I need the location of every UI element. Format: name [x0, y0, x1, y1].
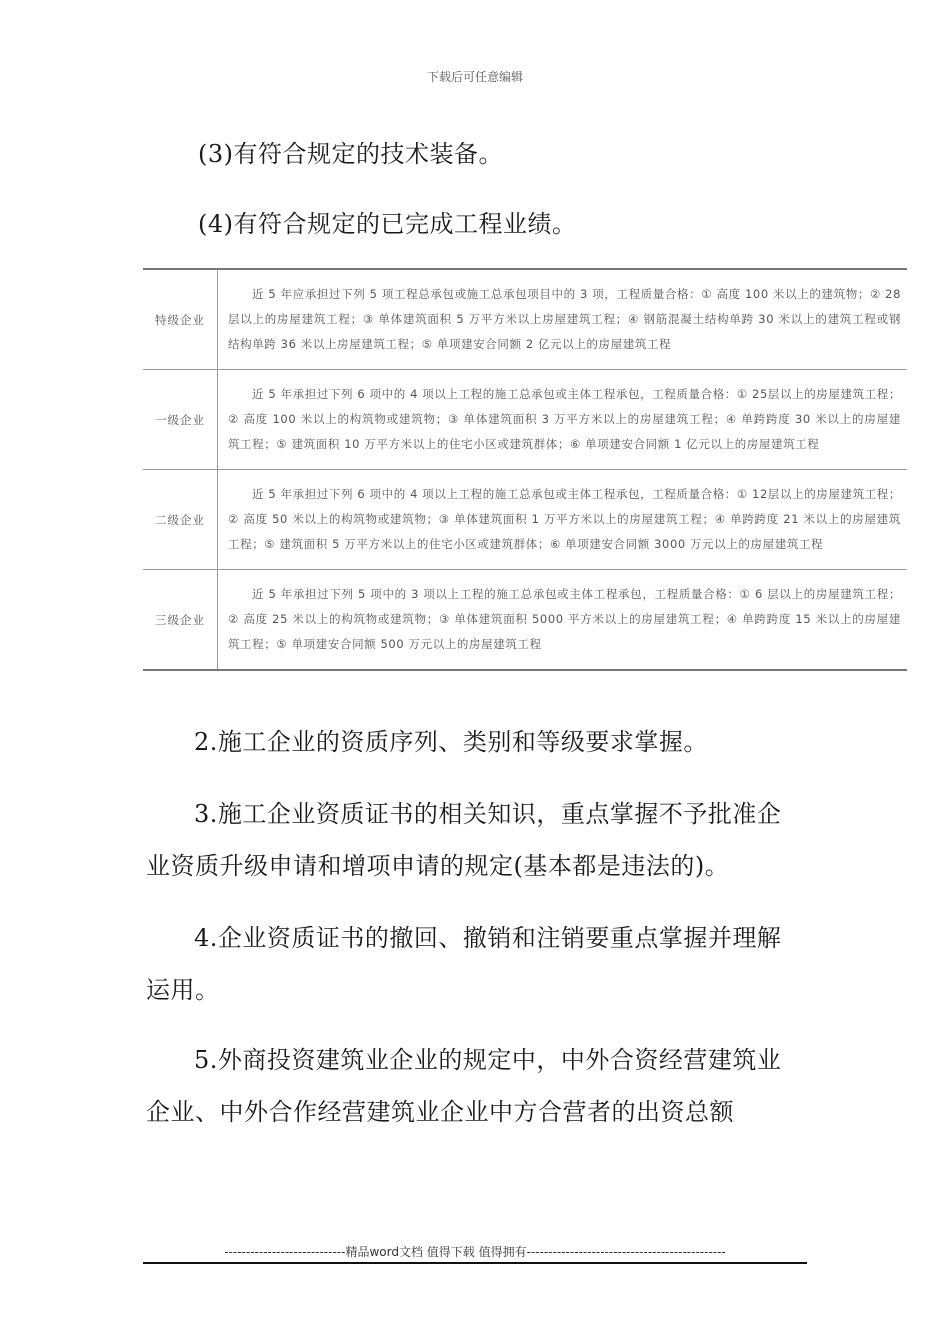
level-cell: 三级企业 [143, 570, 218, 671]
paragraph-item-5: 5.外商投资建筑业企业的规定中，中外合资经营建筑业企业、中外合作经营建筑业企业中方合营者的出资总额 [146, 1046, 782, 1126]
table-row [143, 570, 907, 671]
paragraph-item-3: 3.施工企业资质证书的相关知识，重点掌握不予批准企业资质升级申请和增项申请的规定(基本都是违法的)。 [146, 800, 782, 880]
level-cell: 一级企业 [143, 370, 218, 470]
qualification-table [143, 268, 907, 671]
level-cell: 特级企业 [143, 269, 218, 370]
paragraph-performance: (4)有符合规定的已完成工程业绩。 [198, 210, 577, 238]
table-row [143, 370, 907, 470]
requirement-cell: 近 5 年承担过下列 5 项中的 3 项以上工程的施工总承包或主体工程承包，工程质量合格：① 6 层以上的房屋建筑工程；② 高度 25 米以上的构筑物或建筑物；③ 单体建筑面积 5000 平方米以上的房屋建筑工程；④ 单跨跨度 15 米以上的房屋建筑工程；⑤ 单项建安合同额 500 万元以上的房屋建筑工程 [218, 570, 908, 671]
requirement-cell: 近 5 年承担过下列 6 项中的 4 项以上工程的施工总承包或主体工程承包，工程质量合格：① 12层以上的房屋建筑工程；② 高度 50 米以上的构筑物或建筑物；③ 单体建筑面积 1 万平方米以上的房屋建筑工程；④ 单跨跨度 21 米以上的房屋建筑工程；⑤ 建筑面积 5 万平方米以上的住宅小区或建筑群体；⑥ 单项建安合同额 3000 万元以上的房屋建筑工程 [218, 470, 908, 570]
requirement-cell: 近 5 年应承担过下列 5 项工程总承包或施工总承包项目中的 3 项，工程质量合格：① 高度 100 米以上的建筑物；② 28 层以上的房屋建筑工程；③ 单体建筑面积 5 万平方米以上房屋建筑工程；④ 钢筋混凝土结构单跨 30 米以上的建筑工程或钢结构单跨 36 米以上房屋建筑工程；⑤ 单项建安合同额 2 亿元以上的房屋建筑工程 [218, 269, 908, 370]
header-note: 下载后可任意编辑 [426, 70, 523, 84]
paragraph-item-2: 2.施工企业的资质序列、类别和等级要求掌握。 [194, 728, 708, 756]
level-cell: 二级企业 [143, 470, 218, 570]
paragraph-equipment: (3)有符合规定的技术装备。 [198, 140, 503, 168]
paragraph-item-4: 4.企业资质证书的撤回、撤销和注销要重点掌握并理解运用。 [146, 924, 782, 1004]
table-row [143, 470, 907, 570]
table-row [143, 269, 907, 370]
footer-divider [143, 1262, 807, 1264]
requirement-cell: 近 5 年承担过下列 6 项中的 4 项以上工程的施工总承包或主体工程承包，工程质量合格：① 25层以上的房屋建筑工程；② 高度 100 米以上的构筑物或建筑物；③ 单体建筑面积 3 万平方米以上的房屋建筑工程；④ 单跨跨度 30 米以上的房屋建筑工程；⑤ 建筑面积 10 万平方米以上的住宅小区或建筑群体；⑥ 单项建安合同额 1 亿元以上的房屋建筑工程 [218, 370, 908, 470]
footer-note: ----------------------------精品word文档 值得下载 值得拥有---------------------------------------------- [224, 1245, 726, 1259]
